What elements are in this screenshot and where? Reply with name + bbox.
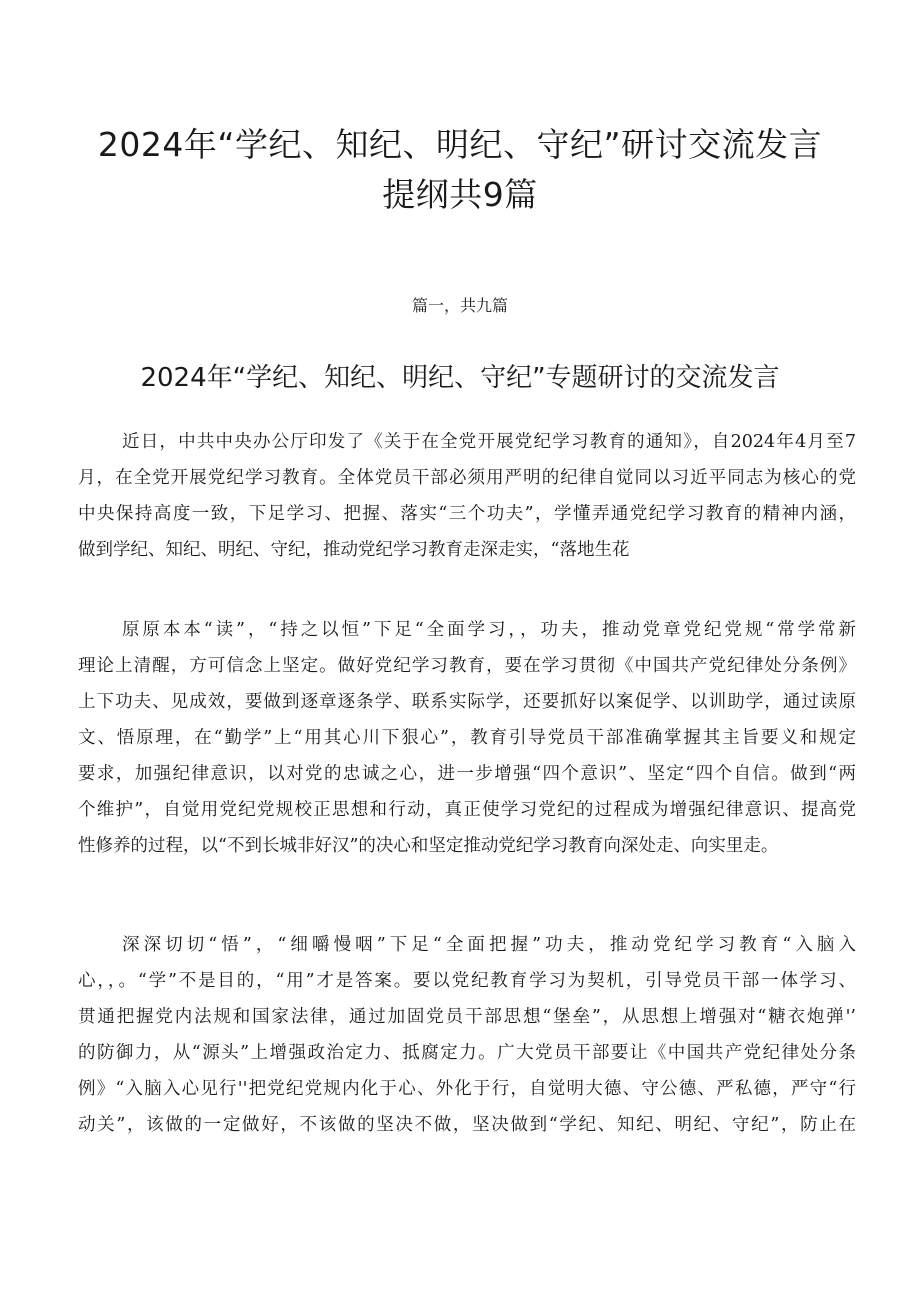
paragraph-line: 的防御力，从“源头”上增强政治定力、抵腐定力。广大党员干部要让《中国共产党纪律处分条 xyxy=(78,1043,856,1063)
document-title xyxy=(60,120,860,220)
paragraph-3 xyxy=(78,927,856,1143)
paragraph-line: 上下功夫、见成效，要做到逐章逐条学、联系实际学，还要抓好以案促学、以训助学，通过读原 xyxy=(78,692,856,712)
paragraph-line: 深深切切“悟”，“细嚼慢咽”下足“全面把握”功夫，推动党纪学习教育“入脑入 xyxy=(122,935,856,955)
paragraph-line: 动关”，该做的一定做好，不该做的坚决不做，坚决做到“学纪、知纪、明纪、守纪”，防止在 xyxy=(78,1115,856,1135)
document-title-line: 2024年“学纪、知纪、明纪、守纪”研讨交流发言 xyxy=(97,125,823,164)
paragraph-line: 文、悟原理，在“勤学”上“用其心川下狠心”，教育引导党员干部准确掌握其主旨要义和规定 xyxy=(78,728,856,748)
paragraph-line: 做到学纪、知纪、明纪、守纪，推动党纪学习教育走深走实，“落地生花 xyxy=(78,540,630,560)
paragraph-line: 例》“入脑入心见行''把党纪党规内化于心、外化于行，自觉明大德、守公德、严私德，严守“行 xyxy=(78,1079,856,1099)
paragraph-line: 性修养的过程，以“不到长城非好汉”的决心和坚定推动党纪学习教育向深处走、向实里走。 xyxy=(78,836,779,856)
paragraph-line: 心，，。“学”不是目的，“用”才是答案。要以党纪教育学习为契机，引导党员干部一体学习、 xyxy=(78,971,856,991)
paragraph-line: 原原本本“读”，“持之以恒”下足“全面学习，，功夫，推动党章党纪党规“常学常新 xyxy=(122,620,856,640)
document-title-line: 提纲共9篇 xyxy=(382,175,538,214)
article-title: 2024年“学纪、知纪、明纪、守纪”专题研讨的交流发言 xyxy=(140,363,780,393)
paragraph-line: 个维护”，自觉用党纪党规校正思想和行动，真正使学习党纪的过程成为增强纪律意识、提高党 xyxy=(78,800,856,820)
paragraph-line: 贯通把握党内法规和国家法律，通过加固党员干部思想“堡垒”，从思想上增强对“糖衣炮弹'’ xyxy=(78,1007,856,1027)
paragraph-line: 中央保持高度一致，下足学习、把握、落实“三个功夫”，学懂弄通党纪学习教育的精神内涵， xyxy=(78,504,856,524)
paragraph-line: 要求，加强纪律意识，以对党的忠诚之心，进一步增强“四个意识”、坚定“四个自信。做到“两 xyxy=(78,764,856,784)
paragraph-line: 理论上清醒，方可信念上坚定。做好党纪学习教育，要在学习贯彻《中国共产党纪律处分条例》 xyxy=(78,656,856,676)
paragraph-line: 近日，中共中央办公厅印发了《关于在全党开展党纪学习教育的通知》，自2024年4月至7 xyxy=(122,432,856,452)
paragraph-line: 月，在全党开展党纪学习教育。全体党员干部必须用严明的纪律自觉同以习近平同志为核心的党 xyxy=(78,468,856,488)
paragraph-1 xyxy=(78,424,856,568)
section-label: 篇一，共九篇 xyxy=(411,296,508,315)
paragraph-2 xyxy=(78,612,856,864)
